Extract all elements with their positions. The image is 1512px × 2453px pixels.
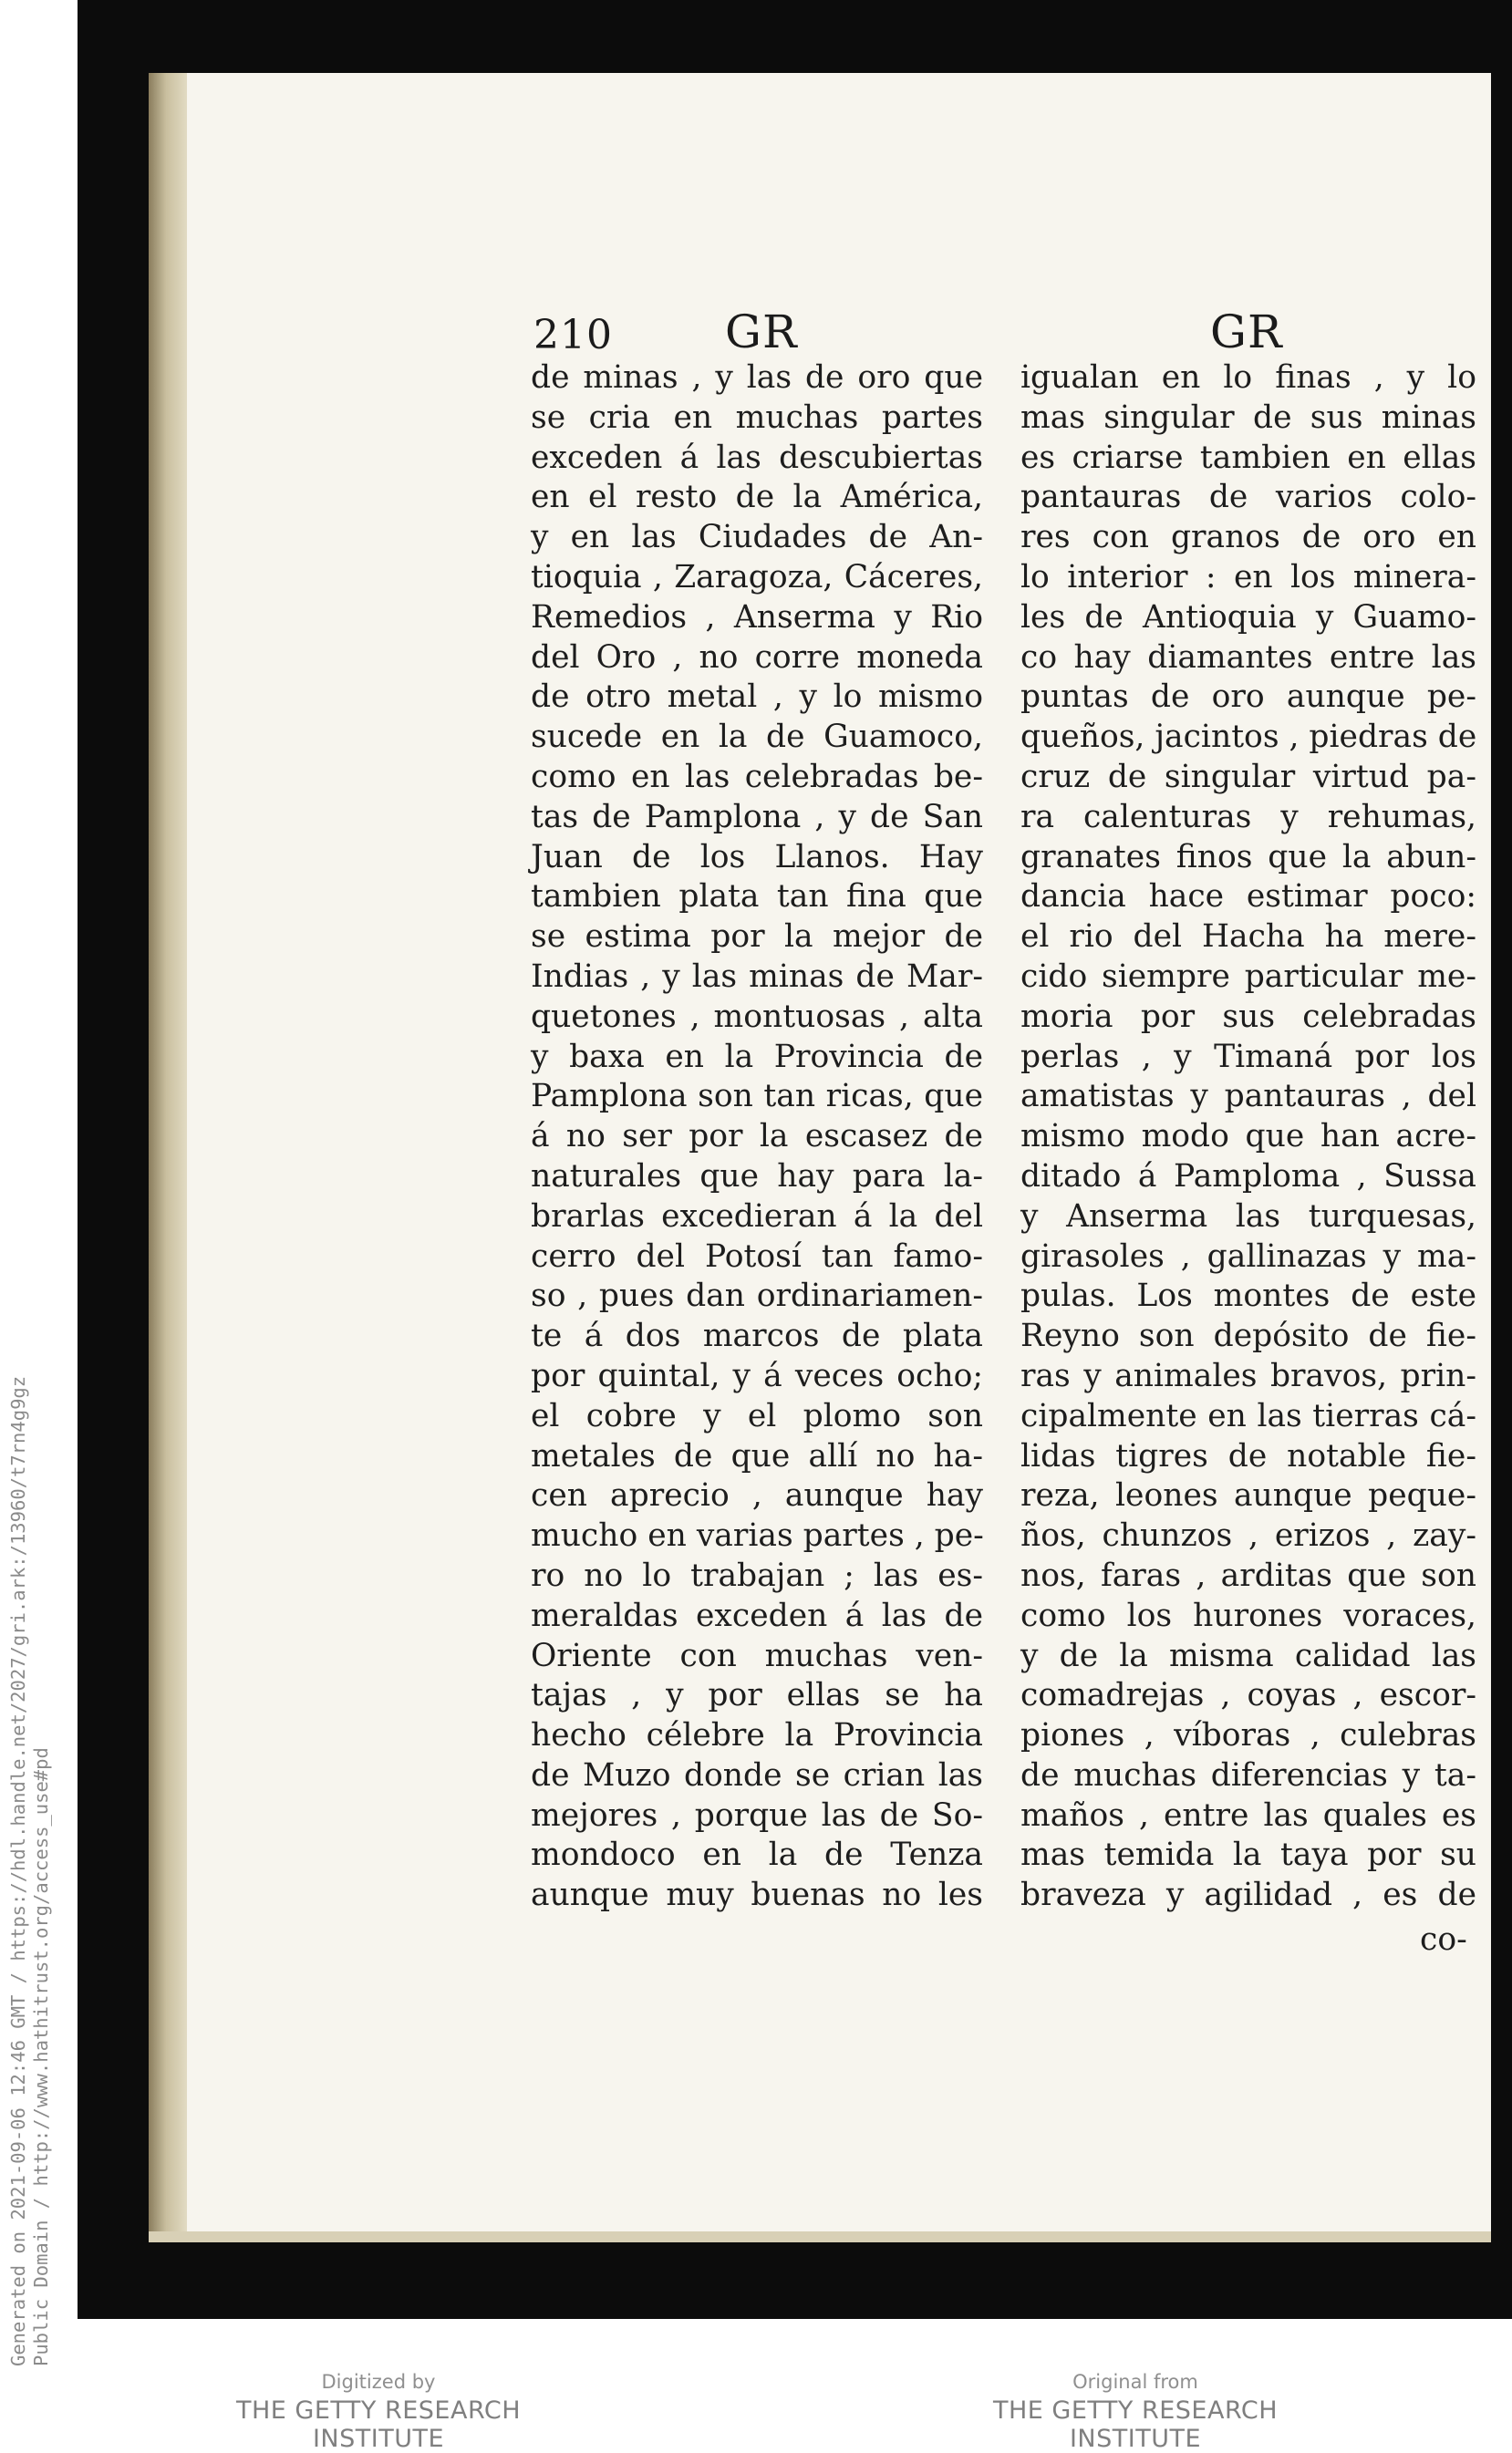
text-line: comadrejas , coyas , escor- (1020, 1677, 1476, 1714)
footer-digitized-label: Digitized by (321, 2371, 436, 2393)
page-number: 210 (533, 312, 613, 358)
text-line: sucede en la de Guamoco, (531, 719, 983, 756)
text-line: reza, leones aunque peque- (1020, 1477, 1476, 1515)
text-line: brarlas excedieran á la del (531, 1197, 983, 1235)
running-head-right: GR (1210, 305, 1283, 358)
text-line: ras y animales bravos, prin- (1020, 1357, 1476, 1394)
text-line: ños, chunzos , erizos , zay- (1020, 1517, 1476, 1555)
footer-digitized-by (169, 2371, 588, 2453)
text-line: piones , víboras , culebras (1020, 1717, 1476, 1754)
text-line: igualan en lo finas , y lo (1020, 359, 1476, 396)
footer-original-institution: THE GETTY RESEARCH INSTITUTE (992, 2396, 1279, 2453)
page-edge (149, 73, 192, 2239)
text-line: metales de que allí no ha- (531, 1437, 983, 1475)
text-line: como en las celebradas be- (531, 758, 983, 795)
text-line: mucho en varias partes , pe- (531, 1517, 984, 1555)
text-line: naturales que hay para la- (531, 1157, 983, 1195)
text-line: tambien plata tan fina que (531, 878, 983, 916)
footer-digitized-institution: THE GETTY RESEARCH INSTITUTE (235, 2396, 522, 2453)
text-line: en el resto de la América, (531, 479, 983, 516)
text-line: queños, jacintos , piedras de (1020, 719, 1477, 756)
text-line: y de la misma calidad las (1020, 1637, 1476, 1674)
text-line: de Muzo donde se crian las (531, 1756, 983, 1794)
text-line: dancia hace estimar poco: (1020, 878, 1476, 916)
text-line: maños , entre las quales es (1020, 1796, 1476, 1834)
text-line: pantauras de varios colo- (1020, 479, 1476, 516)
text-line: quetones , montuosas , alta (531, 998, 983, 1035)
text-line: y baxa en la Provincia de (531, 1038, 983, 1075)
text-line: de muchas diferencias y ta- (1020, 1756, 1476, 1794)
text-line: mondoco en la de Tenza (531, 1837, 983, 1874)
text-line: se estima por la mejor de (531, 918, 983, 956)
text-line: perlas , y Timaná por los (1020, 1038, 1476, 1075)
text-line: Remedios , Anserma y Rio (531, 598, 983, 636)
text-line: de minas , y las de oro que (531, 359, 983, 396)
text-line: cerro del Potosí tan famo- (531, 1237, 983, 1275)
stamp-line-public-domain: Public Domain / http://www.hathitrust.org/access_use#pd (30, 1747, 52, 2366)
text-line: girasoles , gallinazas y ma- (1020, 1237, 1476, 1275)
stamp-line-generated: Generated on 2021-09-06 12:46 GMT / https://hdl.handle.net/2027/gri.ark:/13960/t7rn4g9gz (7, 1375, 29, 2366)
text-line: Oriente con muchas ven- (531, 1637, 983, 1674)
running-head-left: GR (725, 305, 798, 358)
text-line: cen aprecio , aunque hay (531, 1477, 983, 1515)
text-line: ro no lo trabajan ; las es- (531, 1557, 983, 1594)
text-line: puntas de oro aunque pe- (1020, 678, 1476, 716)
text-line: ra calenturas y rehumas, (1020, 798, 1476, 835)
right-text-column (1020, 358, 1476, 1916)
generation-stamp (7, 1376, 53, 2366)
text-line: de otro metal , y lo mismo (531, 678, 983, 716)
text-line: Juan de los Llanos. Hay (531, 838, 983, 875)
text-line: hecho célebre la Provincia (531, 1717, 983, 1754)
text-line: mismo modo que han acre- (1020, 1118, 1476, 1155)
text-line: tas de Pamplona , y de San (531, 798, 983, 835)
text-line: lo interior : en los minera- (1020, 558, 1476, 595)
text-line: mejores , porque las de So- (531, 1796, 983, 1834)
text-line: y en las Ciudades de An- (531, 519, 983, 556)
text-line: lidas tigres de notable fie- (1020, 1437, 1476, 1475)
footer-original-from (926, 2371, 1345, 2453)
text-line: so , pues dan ordinariamen- (531, 1278, 983, 1315)
text-line: nos, faras , arditas que son (1020, 1557, 1476, 1594)
text-line: como los hurones voraces, (1020, 1597, 1476, 1634)
text-line: moria por sus celebradas (1020, 998, 1476, 1035)
catchword: co- (1420, 1921, 1467, 1958)
text-line: Pamplona son tan ricas, que (531, 1078, 983, 1115)
text-line: cipalmente en las tierras cá- (1020, 1397, 1476, 1434)
text-line: meraldas exceden á las de (531, 1597, 983, 1634)
text-line: cido siempre particular me- (1020, 957, 1476, 995)
text-line: á no ser por la escasez de (531, 1118, 983, 1155)
text-line: ditado á Pamploma , Sussa (1020, 1157, 1476, 1195)
text-line: co hay diamantes entre las (1020, 638, 1476, 676)
text-line: es criarse tambien en ellas (1020, 439, 1476, 476)
text-line: res con granos de oro en (1020, 519, 1476, 556)
text-line: mas singular de sus minas (1020, 398, 1476, 436)
text-line: amatistas y pantauras , del (1020, 1078, 1476, 1115)
text-line: braveza y agilidad , es de (1020, 1877, 1476, 1914)
text-line: Reyno son depósito de fie- (1020, 1318, 1476, 1355)
text-line: y Anserma las turquesas, (1020, 1197, 1476, 1235)
text-line: Indias , y las minas de Mar- (531, 957, 983, 995)
text-line: cruz de singular virtud pa- (1020, 758, 1476, 795)
text-line: pulas. Los montes de este (1020, 1278, 1476, 1315)
left-text-column (531, 358, 983, 1916)
page-bottom-edge (149, 2231, 1491, 2242)
text-line: el rio del Hacha ha mere- (1020, 918, 1476, 956)
text-line: granates finos que la abun- (1020, 838, 1476, 875)
text-line: aunque muy buenas no les (531, 1877, 983, 1914)
text-line: por quintal, y á veces ocho; (531, 1357, 983, 1394)
footer-original-label: Original from (1072, 2371, 1198, 2393)
text-line: tajas , y por ellas se ha (531, 1677, 983, 1714)
text-line: tioquia , Zaragoza, Cáceres, (531, 558, 983, 595)
text-line: el cobre y el plomo son (531, 1397, 983, 1434)
text-line: te á dos marcos de plata (531, 1318, 983, 1355)
text-line: les de Antioquia y Guamo- (1020, 598, 1476, 636)
text-line: del Oro , no corre moneda (531, 638, 983, 676)
text-line: se cria en muchas partes (531, 398, 983, 436)
text-line: mas temida la taya por su (1020, 1837, 1476, 1874)
text-line: exceden á las descubiertas (531, 439, 983, 476)
